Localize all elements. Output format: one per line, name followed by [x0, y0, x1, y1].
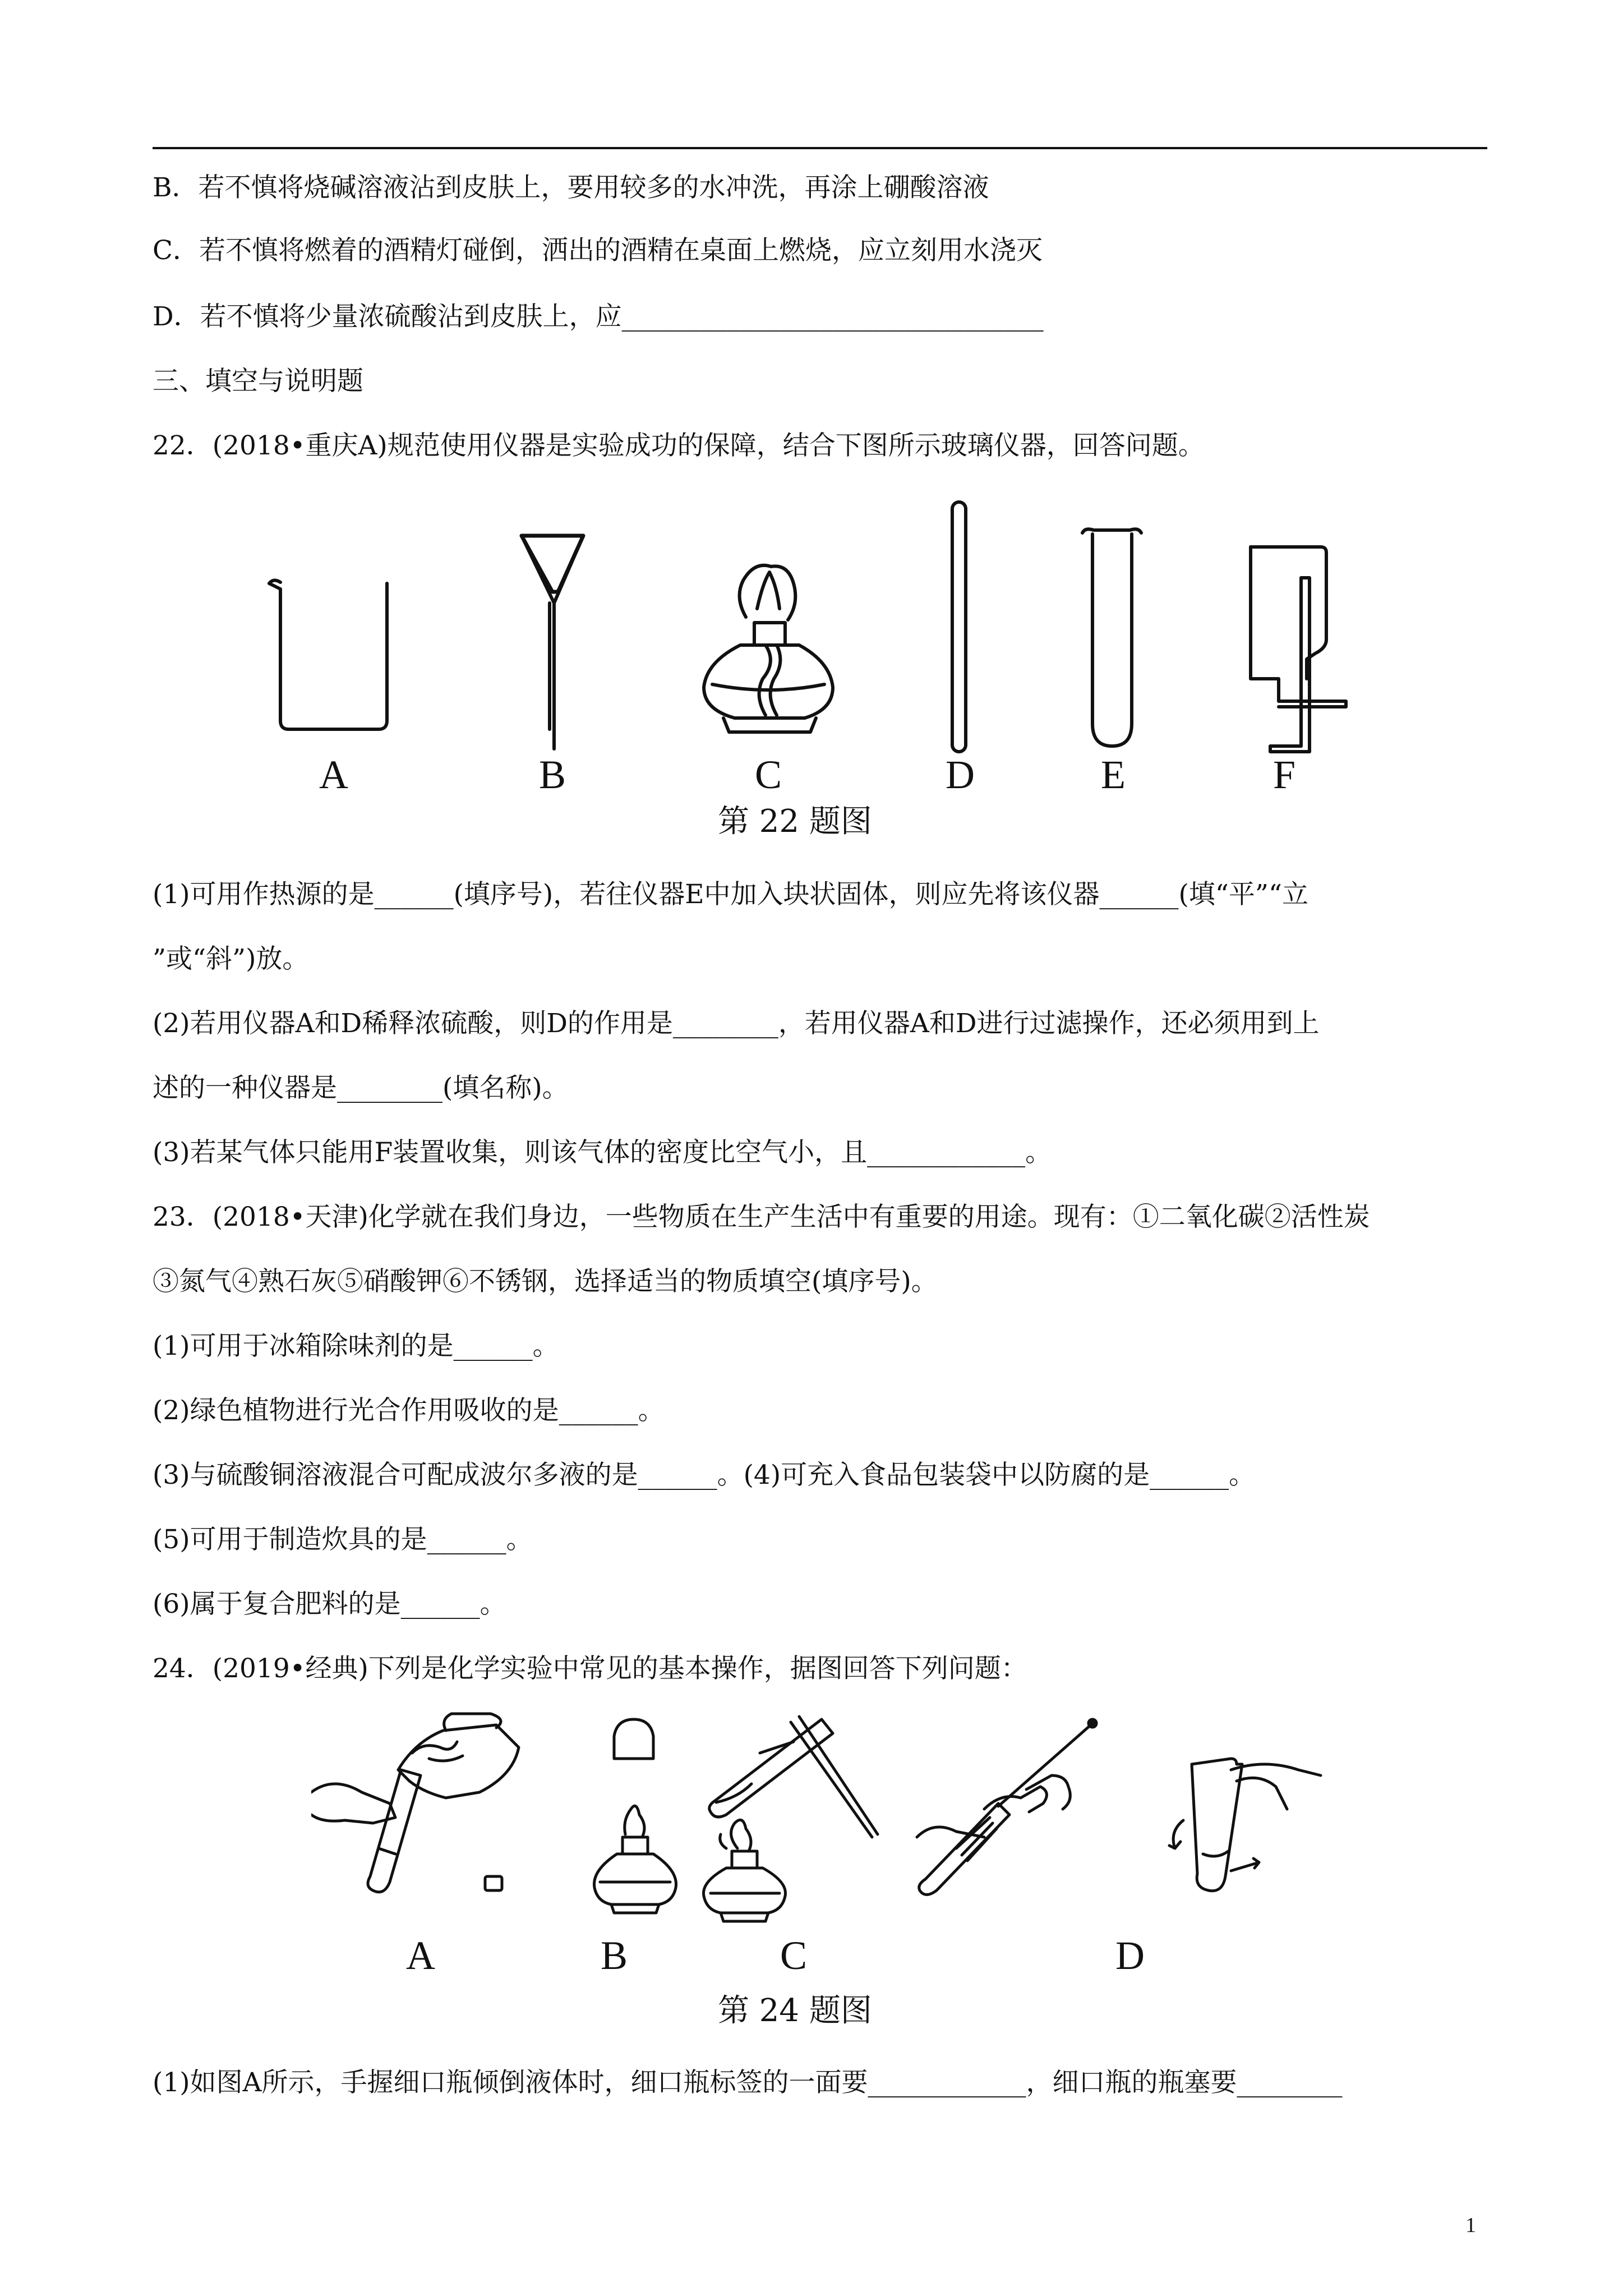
- q22-part1-line2: ”或“斜”)放。: [153, 944, 309, 974]
- header-rule: [153, 147, 1487, 149]
- q22-part1-line1: (1)可用作热源的是______(填序号)，若往仪器E中加入块状固体，则应先将该仪器______(填“平”“立: [153, 879, 1308, 910]
- fig24-label-d: D: [1115, 1933, 1145, 1977]
- pouring-liquid-icon: [311, 1714, 519, 1892]
- question-22: 22．(2018•重庆A)规范使用仪器是实验成功的保障，结合下图所示玻璃仪器，回答问题。: [153, 430, 1205, 461]
- gas-collection-bottle-icon: [1251, 547, 1346, 752]
- fig22-label-b: B: [538, 752, 566, 797]
- fig22-label-e: E: [1101, 752, 1126, 797]
- washing-test-tube-icon: [917, 1719, 1096, 1895]
- glass-rod-icon: [952, 502, 966, 752]
- q24-part1: (1)如图A所示，手握细口瓶倾倒液体时，细口瓶标签的一面要____________，细口瓶的瓶塞要________: [153, 2067, 1343, 2098]
- q22-part2-line1: (2)若用仪器A和D稀释浓硫酸，则D的作用是________，若用仪器A和D进行过滤操作，还必须用到上: [153, 1008, 1320, 1039]
- funnel-icon: [522, 536, 583, 749]
- heating-test-tube-icon: [704, 1717, 878, 1921]
- fig22-label-f: F: [1272, 752, 1296, 797]
- question-24: 24．(2019•经典)下列是化学实验中常见的基本操作，据图回答下列问题：: [153, 1653, 1027, 1684]
- q23-part1: (1)可用于冰箱除味剂的是______。: [153, 1331, 559, 1361]
- figure-24-caption: 第 24 题图: [718, 1993, 872, 2029]
- fig24-label-b: B: [600, 1933, 628, 1977]
- fig24-label-c: C: [780, 1933, 808, 1977]
- q22-part3: (3)若某气体只能用F装置收集，则该气体的密度比空气小，且____________。: [153, 1137, 1052, 1168]
- page-number: 1: [1465, 2214, 1476, 2237]
- alcohol-lamp-with-cap-icon: [594, 1719, 676, 1913]
- shaking-test-tube-icon: [1169, 1759, 1321, 1891]
- test-tube-icon: [1082, 529, 1141, 746]
- alcohol-lamp-icon: [704, 565, 833, 732]
- question-23-line2: ③氮气④熟石灰⑤硝酸钾⑥不锈钢，选择适当的物质填空(填序号)。: [153, 1266, 938, 1297]
- q23-part5: (5)可用于制造炊具的是______。: [153, 1524, 533, 1555]
- q23-part3-4: (3)与硫酸铜溶液混合可配成波尔多液的是______。(4)可充入食品包装袋中以防腐的是______。: [153, 1460, 1256, 1490]
- fig22-label-c: C: [754, 752, 782, 797]
- fig24-label-a: A: [406, 1933, 435, 1977]
- figure-22: [247, 494, 1357, 797]
- q23-part6: (6)属于复合肥料的是______。: [153, 1589, 506, 1619]
- option-b: B．若不慎将烧碱溶液沾到皮肤上，要用较多的水冲洗，再涂上硼酸溶液: [153, 172, 989, 203]
- fig22-label-a: A: [319, 752, 348, 797]
- q22-part2-line2: 述的一种仪器是________(填名称)。: [153, 1073, 569, 1103]
- option-d: D．若不慎将少量浓硫酸沾到皮肤上，应________________________________: [153, 301, 1044, 332]
- question-23-line1: 23．(2018•天津)化学就在我们身边，一些物质在生产生活中有重要的用途。现有：①二氧化碳②活性炭: [153, 1202, 1370, 1232]
- section-heading: 三、填空与说明题: [153, 366, 363, 397]
- figure-24: [311, 1708, 1349, 1977]
- fig22-label-d: D: [946, 752, 975, 797]
- figure-22-caption: 第 22 题图: [718, 803, 872, 840]
- option-c: C．若不慎将燃着的酒精灯碰倒，洒出的酒精在桌面上燃烧，应立刻用水浇灭: [153, 235, 1043, 266]
- q23-part2: (2)绿色植物进行光合作用吸收的是______。: [153, 1395, 665, 1426]
- beaker-icon: [269, 580, 387, 729]
